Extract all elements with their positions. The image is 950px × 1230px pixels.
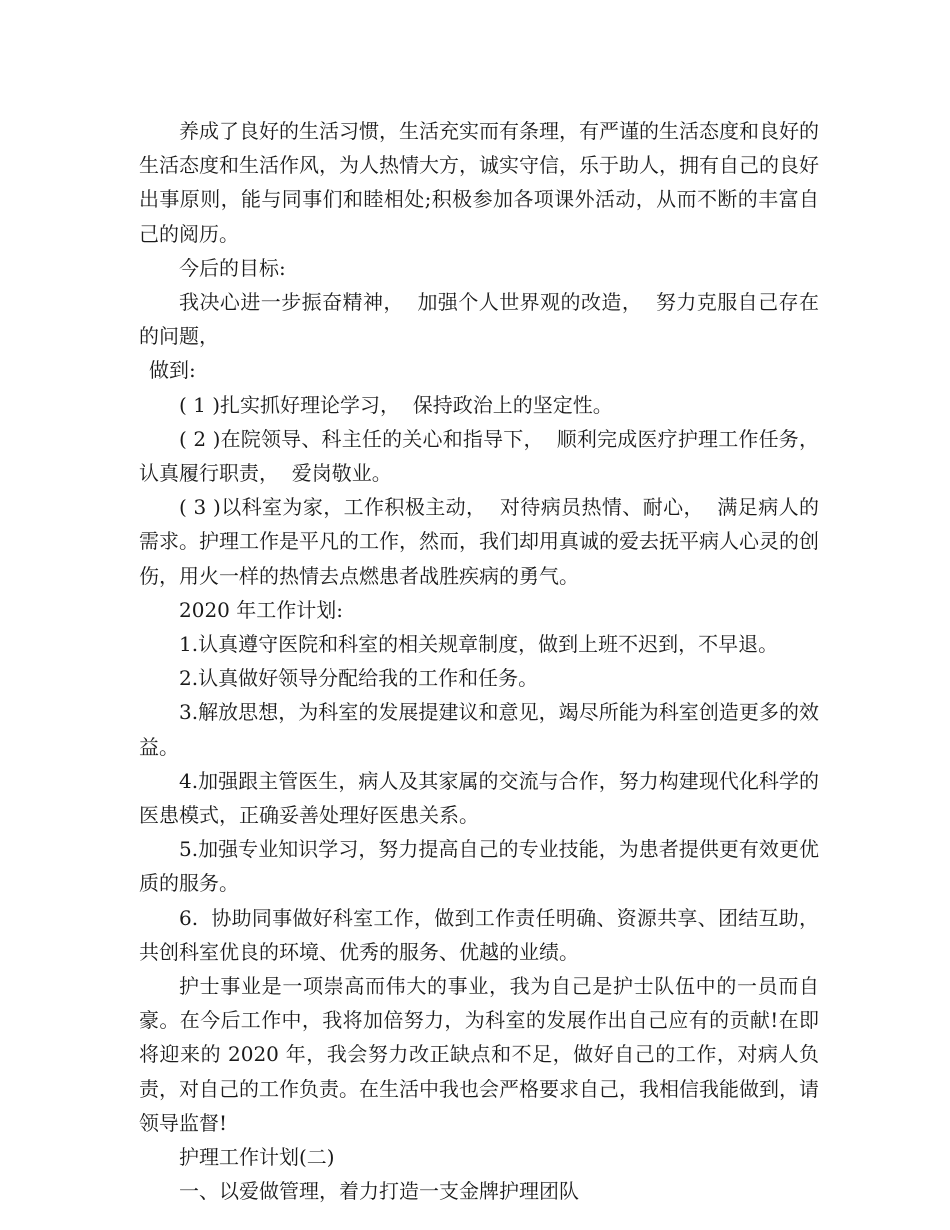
plan-item-3: 3.解放思想，为科室的发展提建议和意见，竭尽所能为科室创造更多的效益。 (139, 700, 819, 759)
paragraph-resolve: 我决心进一步振奋精神， 加强个人世界观的改造， 努力克服自己存在的问题， (139, 290, 819, 349)
plan-item-4: 4.加强跟主管医生，病人及其家属的交流与合作，努力构建现代化科学的医患模式，正确妥善处理好医患关系。 (139, 768, 819, 828)
goal-item-1: ( 1 )扎实抓好理论学习， 保持政治上的坚定性。 (179, 392, 613, 417)
goal-item-3: ( 3 )以科室为家，工作积极主动， 对待病员热情、耐心， 满足病人的需求。护理工作是平凡的工作，然而，我们却用真诚的爱去抚平病人心灵的创伤，用火一样的热情去点燃患者战胜疾病的勇气。 (139, 495, 819, 588)
plan-item-6: 6. 协助同事做好科室工作，做到工作责任明确、资源共享、团结互助，共创科室优良的环境、优秀的服务、优越的业绩。 (139, 905, 819, 964)
section-heading-1: 一、以爱做管理，着力打造一支金牌护理团队 (179, 1179, 579, 1204)
document-body (139, 114, 832, 1209)
paragraph-habits: 养成了良好的生活习惯，生活充实而有条理，有严谨的生活态度和良好的生活态度和生活作风，为人热情大方，诚实守信，乐于助人，拥有自己的良好出事原则，能与同事们和睦相处;积极参加各项课外活动，从而不断的丰富自己的阅历。 (139, 119, 819, 246)
heading-work-plan-2020: 2020 年工作计划: (179, 597, 343, 622)
paragraph-nursing-career: 护士事业是一项崇高而伟大的事业，我为自己是护士队伍中的一员而自豪。在今后工作中，我将加倍努力，为科室的发展作出自己应有的贡献!在即将迎来的 2020 年，我会努力改正缺点和不足，做好自己的工作，对病人负责，对自己的工作负责。在生活中我也会严格要求自己，我相信我能做到，请领导监督! (139, 974, 819, 1135)
plan-item-2: 2.认真做好领导分配给我的工作和任务。 (179, 666, 539, 691)
heading-future-goals: 今后的目标: (179, 255, 286, 280)
paragraph-resolve-continued: 做到: (149, 358, 196, 383)
heading-nursing-plan-2: 护理工作计划(二) (179, 1145, 335, 1170)
plan-item-5: 5.加强专业知识学习，努力提高自己的专业技能，为患者提供更有效更优质的服务。 (139, 837, 819, 896)
goal-item-2: ( 2 )在院领导、科主任的关心和指导下， 顺利完成医疗护理工作任务， 认真履行职责， 爱岗敬业。 (139, 426, 832, 486)
plan-item-1: 1.认真遵守医院和科室的相关规章制度，做到上班不迟到，不早退。 (179, 632, 779, 657)
